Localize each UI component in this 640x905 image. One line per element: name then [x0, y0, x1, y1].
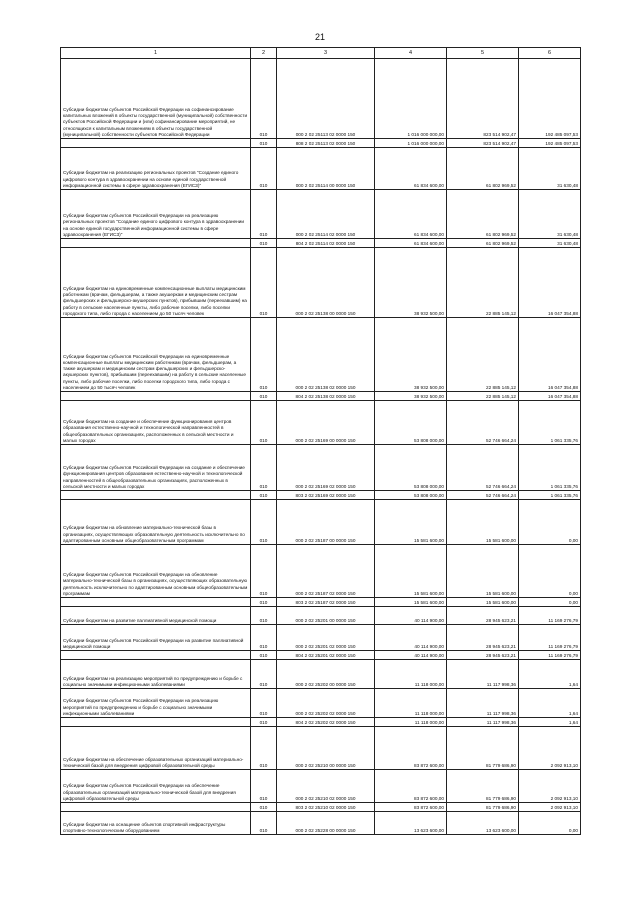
row-name-cell	[61, 392, 251, 401]
budget-code-cell: 803 2 02 25169 02 0000 150	[277, 491, 375, 500]
executed-amount-cell: 61 802 969,52	[447, 239, 519, 248]
approved-amount-cell: 13 623 600,00	[375, 812, 447, 835]
table-row	[61, 651, 581, 660]
executed-amount-cell: 61 802 969,52	[447, 190, 519, 239]
table-row	[61, 500, 581, 545]
unexecuted-amount-cell: 11 169 276,79	[519, 625, 581, 651]
admin-code-cell: 010	[251, 148, 277, 190]
unexecuted-amount-cell: 31 630,48	[519, 190, 581, 239]
table-row	[61, 148, 581, 190]
column-header: 1	[61, 48, 251, 59]
budget-code-cell: 000 2 02 25201 00 0000 150	[277, 607, 375, 625]
unexecuted-amount-cell: 0,00	[519, 500, 581, 545]
column-header: 5	[447, 48, 519, 59]
admin-code-cell: 010	[251, 812, 277, 835]
approved-amount-cell: 40 114 900,00	[375, 625, 447, 651]
table-row	[61, 689, 581, 718]
table-row	[61, 607, 581, 625]
unexecuted-amount-cell: 0,00	[519, 598, 581, 607]
executed-amount-cell: 11 117 998,36	[447, 660, 519, 689]
approved-amount-cell: 53 808 000,00	[375, 401, 447, 445]
executed-amount-cell: 823 514 902,47	[447, 59, 519, 139]
executed-amount-cell: 11 117 998,36	[447, 689, 519, 718]
approved-amount-cell: 15 581 600,00	[375, 500, 447, 545]
approved-amount-cell: 38 932 500,00	[375, 318, 447, 392]
unexecuted-amount-cell: 1 061 335,76	[519, 491, 581, 500]
budget-code-cell: 000 2 02 25202 00 0000 150	[277, 660, 375, 689]
unexecuted-amount-cell: 2 092 913,10	[519, 803, 581, 812]
approved-amount-cell: 40 114 900,00	[375, 607, 447, 625]
table-row	[61, 491, 581, 500]
admin-code-cell: 010	[251, 625, 277, 651]
column-header: 3	[277, 48, 375, 59]
approved-amount-cell: 1 016 000 000,00	[375, 59, 447, 139]
admin-code-cell: 010	[251, 718, 277, 727]
unexecuted-amount-cell: 0,00	[519, 812, 581, 835]
approved-amount-cell: 15 581 600,00	[375, 598, 447, 607]
executed-amount-cell: 28 945 623,21	[447, 625, 519, 651]
executed-amount-cell: 81 779 686,90	[447, 727, 519, 770]
approved-amount-cell: 15 581 600,00	[375, 545, 447, 598]
budget-code-cell: 000 2 02 25169 02 0000 150	[277, 445, 375, 491]
table-row	[61, 598, 581, 607]
table-row	[61, 392, 581, 401]
row-name-cell	[61, 803, 251, 812]
table-row	[61, 445, 581, 491]
unexecuted-amount-cell: 1,64	[519, 718, 581, 727]
row-name-cell: Субсидии бюджетам на оснащение объектов спортивной инфраструктуры спортивно-технологическим оборудованием	[61, 812, 251, 835]
table-row	[61, 190, 581, 239]
budget-code-cell: 000 2 02 25138 00 0000 150	[277, 248, 375, 318]
row-name-cell	[61, 239, 251, 248]
admin-code-cell: 010	[251, 445, 277, 491]
budget-code-cell: 000 2 02 25114 02 0000 150	[277, 190, 375, 239]
header-row	[61, 48, 581, 59]
approved-amount-cell: 11 118 000,00	[375, 718, 447, 727]
row-name-cell	[61, 139, 251, 148]
row-name-cell: Субсидии бюджетам субъектов Российской Федерации на обновление материально-технической базы в организациях, осуществляющих образовательную деятельность исключительно по адаптированным основным общеобразовательным программам	[61, 545, 251, 598]
row-name-cell: Субсидии бюджетам субъектов Российской Федерации на софинансирование капитальных вложений в объекты государственной (муниципальной) собственности субъектов Российской Федерации и (или) софинансирование мероприятий, не относящихся к капитальным вложениям в объекты государственной (муниципальной) собственности субъектов Российской Федерации	[61, 59, 251, 139]
executed-amount-cell: 28 945 623,21	[447, 607, 519, 625]
approved-amount-cell: 61 834 600,00	[375, 239, 447, 248]
executed-amount-cell: 15 581 600,00	[447, 545, 519, 598]
admin-code-cell: 010	[251, 598, 277, 607]
table-row	[61, 625, 581, 651]
row-name-cell: Субсидии бюджетам на создание и обеспечение функционирования центров образования естественно-научной и технологической направленностей в общеобразовательных организациях, расположенных в сельской местности и малых городах	[61, 401, 251, 445]
row-name-cell: Субсидии бюджетам субъектов Российской Федерации на создание и обеспечение функционирования центров образования естественно-научной и технологической направленностей в общеобразовательных организациях, расположенных в сельской местности и малых городах	[61, 445, 251, 491]
admin-code-cell: 010	[251, 491, 277, 500]
admin-code-cell: 010	[251, 770, 277, 803]
executed-amount-cell: 823 514 902,47	[447, 139, 519, 148]
approved-amount-cell: 11 118 000,00	[375, 660, 447, 689]
table-row	[61, 239, 581, 248]
approved-amount-cell: 83 872 600,00	[375, 770, 447, 803]
admin-code-cell: 010	[251, 803, 277, 812]
row-name-cell: Субсидии бюджетам субъектов Российской Федерации на единовременные компенсационные выплаты медицинским работникам (врачам, фельдшерам, а также акушеркам и медицинским сестрам фельдшерских и фельдшерско-акушерских пунктов), прибывшим (переехавшим) на работу в сельские населенные пункты, либо рабочие поселки, либо поселки городского типа, либо города с населением до 50 тысяч человек	[61, 318, 251, 392]
row-name-cell: Субсидии бюджетам на реализацию мероприятий по предупреждению и борьбе с социально значимыми инфекционными заболеваниями	[61, 660, 251, 689]
executed-amount-cell: 13 623 600,00	[447, 812, 519, 835]
unexecuted-amount-cell: 1,64	[519, 689, 581, 718]
unexecuted-amount-cell: 1 061 335,76	[519, 401, 581, 445]
budget-code-cell: 804 2 02 25201 02 0000 150	[277, 651, 375, 660]
budget-code-cell: 000 2 02 25228 00 0000 150	[277, 812, 375, 835]
unexecuted-amount-cell: 16 047 354,88	[519, 392, 581, 401]
executed-amount-cell: 81 779 686,90	[447, 803, 519, 812]
budget-code-cell: 000 2 02 25138 02 0000 150	[277, 318, 375, 392]
budget-code-cell: 000 2 02 25113 02 0000 150	[277, 59, 375, 139]
approved-amount-cell: 40 114 900,00	[375, 651, 447, 660]
budget-code-cell: 000 2 02 25187 02 0000 150	[277, 545, 375, 598]
budget-code-cell: 803 2 02 25187 02 0000 150	[277, 598, 375, 607]
column-header: 6	[519, 48, 581, 59]
table-row	[61, 318, 581, 392]
unexecuted-amount-cell: 1,64	[519, 660, 581, 689]
executed-amount-cell: 22 885 145,12	[447, 392, 519, 401]
budget-code-cell: 000 2 02 25169 00 0000 150	[277, 401, 375, 445]
executed-amount-cell: 22 885 145,12	[447, 248, 519, 318]
budget-code-cell: 804 2 02 25114 02 0000 150	[277, 239, 375, 248]
budget-code-cell: 000 2 02 25187 00 0000 150	[277, 500, 375, 545]
table-row	[61, 803, 581, 812]
table-row	[61, 248, 581, 318]
row-name-cell: Субсидии бюджетам субъектов Российской Федерации на реализацию региональных проектов "Создание единого цифрового контура в здравоохранении на основе единой государственной информационной системы в сфере здравоохранения (ЕГИСЗ)"	[61, 190, 251, 239]
unexecuted-amount-cell: 2 092 913,10	[519, 770, 581, 803]
row-name-cell: Субсидии бюджетам на обеспечение образовательных организаций материально-технической базой для внедрения цифровой образовательной среды	[61, 727, 251, 770]
executed-amount-cell: 22 885 145,12	[447, 318, 519, 392]
unexecuted-amount-cell: 31 630,48	[519, 239, 581, 248]
table-row	[61, 660, 581, 689]
budget-table	[60, 47, 581, 835]
executed-amount-cell: 52 746 664,24	[447, 401, 519, 445]
executed-amount-cell: 11 117 998,36	[447, 718, 519, 727]
admin-code-cell: 010	[251, 651, 277, 660]
approved-amount-cell: 53 808 000,00	[375, 491, 447, 500]
budget-code-cell: 804 2 02 25138 02 0000 150	[277, 392, 375, 401]
budget-code-cell: 804 2 02 25202 02 0000 150	[277, 718, 375, 727]
row-name-cell: Субсидии бюджетам на реализацию региональных проектов "Создание единого цифрового контура в здравоохранении на основе единой государственной информационной системы в сфере здравоохранения (ЕГИСЗ)"	[61, 148, 251, 190]
table-row	[61, 718, 581, 727]
unexecuted-amount-cell: 31 630,48	[519, 148, 581, 190]
unexecuted-amount-cell: 1 061 335,76	[519, 445, 581, 491]
table-row	[61, 401, 581, 445]
unexecuted-amount-cell: 11 169 276,79	[519, 651, 581, 660]
unexecuted-amount-cell: 192 485 097,53	[519, 59, 581, 139]
budget-code-cell: 803 2 02 25210 02 0000 150	[277, 803, 375, 812]
unexecuted-amount-cell: 2 092 913,10	[519, 727, 581, 770]
approved-amount-cell: 38 932 500,00	[375, 392, 447, 401]
row-name-cell: Субсидии бюджетам на развитие паллиативной медицинской помощи	[61, 607, 251, 625]
admin-code-cell: 010	[251, 607, 277, 625]
admin-code-cell: 010	[251, 318, 277, 392]
unexecuted-amount-cell: 0,00	[519, 545, 581, 598]
approved-amount-cell: 11 118 000,00	[375, 689, 447, 718]
budget-code-cell: 000 2 02 25202 02 0000 150	[277, 689, 375, 718]
unexecuted-amount-cell: 192 485 097,53	[519, 139, 581, 148]
admin-code-cell: 010	[251, 545, 277, 598]
budget-code-cell: 000 2 02 25210 02 0000 150	[277, 770, 375, 803]
row-name-cell: Субсидии бюджетам на единовременные компенсационные выплаты медицинским работникам (врачам, фельдшерам, а также акушеркам и медицинским сестрам фельдшерских и фельдшерско-акушерских пунктов), прибывшим (переехавшим) на работу в сельские населенные пункты, либо рабочие поселки, либо поселки городского типа, либо города с населением до 50 тысяч человек	[61, 248, 251, 318]
row-name-cell: Субсидии бюджетам субъектов Российской Федерации на развитие паллиативной медицинской помощи	[61, 625, 251, 651]
table-row	[61, 59, 581, 139]
row-name-cell: Субсидии бюджетам на обновление материально-технической базы в организациях, осуществляющих образовательную деятельность исключительно по адаптированным основным общеобразовательным программам	[61, 500, 251, 545]
unexecuted-amount-cell: 11 169 276,79	[519, 607, 581, 625]
row-name-cell	[61, 598, 251, 607]
admin-code-cell: 010	[251, 59, 277, 139]
row-name-cell: Субсидии бюджетам субъектов Российской Федерации на обеспечение образовательных организаций материально-технической базой для внедрения цифровой образовательной среды	[61, 770, 251, 803]
column-header: 4	[375, 48, 447, 59]
budget-code-cell: 000 2 02 25201 02 0000 150	[277, 625, 375, 651]
row-name-cell: Субсидии бюджетам субъектов Российской Федерации на реализацию мероприятий по предупреждению и борьбе с социально значимыми инфекционными заболеваниями	[61, 689, 251, 718]
executed-amount-cell: 15 581 600,00	[447, 598, 519, 607]
column-header: 2	[251, 48, 277, 59]
approved-amount-cell: 61 834 600,00	[375, 148, 447, 190]
admin-code-cell: 010	[251, 689, 277, 718]
table-row	[61, 812, 581, 835]
row-name-cell	[61, 718, 251, 727]
row-name-cell	[61, 651, 251, 660]
approved-amount-cell: 53 808 000,00	[375, 445, 447, 491]
admin-code-cell: 010	[251, 239, 277, 248]
budget-code-cell: 808 2 02 25113 02 0000 150	[277, 139, 375, 148]
table-row	[61, 545, 581, 598]
admin-code-cell: 010	[251, 727, 277, 770]
executed-amount-cell: 52 746 664,24	[447, 445, 519, 491]
executed-amount-cell: 61 802 969,52	[447, 148, 519, 190]
approved-amount-cell: 61 834 600,00	[375, 190, 447, 239]
budget-code-cell: 000 2 02 25114 00 0000 150	[277, 148, 375, 190]
executed-amount-cell: 28 945 623,21	[447, 651, 519, 660]
unexecuted-amount-cell: 16 047 354,88	[519, 318, 581, 392]
approved-amount-cell: 83 872 600,00	[375, 803, 447, 812]
table-body	[61, 59, 581, 835]
approved-amount-cell: 38 932 500,00	[375, 248, 447, 318]
unexecuted-amount-cell: 16 047 354,88	[519, 248, 581, 318]
admin-code-cell: 010	[251, 248, 277, 318]
table-row	[61, 139, 581, 148]
executed-amount-cell: 15 581 600,00	[447, 500, 519, 545]
admin-code-cell: 010	[251, 401, 277, 445]
approved-amount-cell: 83 872 600,00	[375, 727, 447, 770]
table-row	[61, 727, 581, 770]
approved-amount-cell: 1 016 000 000,00	[375, 139, 447, 148]
row-name-cell	[61, 491, 251, 500]
admin-code-cell: 010	[251, 500, 277, 545]
admin-code-cell: 010	[251, 392, 277, 401]
admin-code-cell: 010	[251, 190, 277, 239]
admin-code-cell: 010	[251, 660, 277, 689]
admin-code-cell: 010	[251, 139, 277, 148]
budget-code-cell: 000 2 02 25210 00 0000 150	[277, 727, 375, 770]
executed-amount-cell: 81 779 686,90	[447, 770, 519, 803]
page-number: 21	[314, 32, 325, 42]
executed-amount-cell: 52 746 664,24	[447, 491, 519, 500]
table-row	[61, 770, 581, 803]
